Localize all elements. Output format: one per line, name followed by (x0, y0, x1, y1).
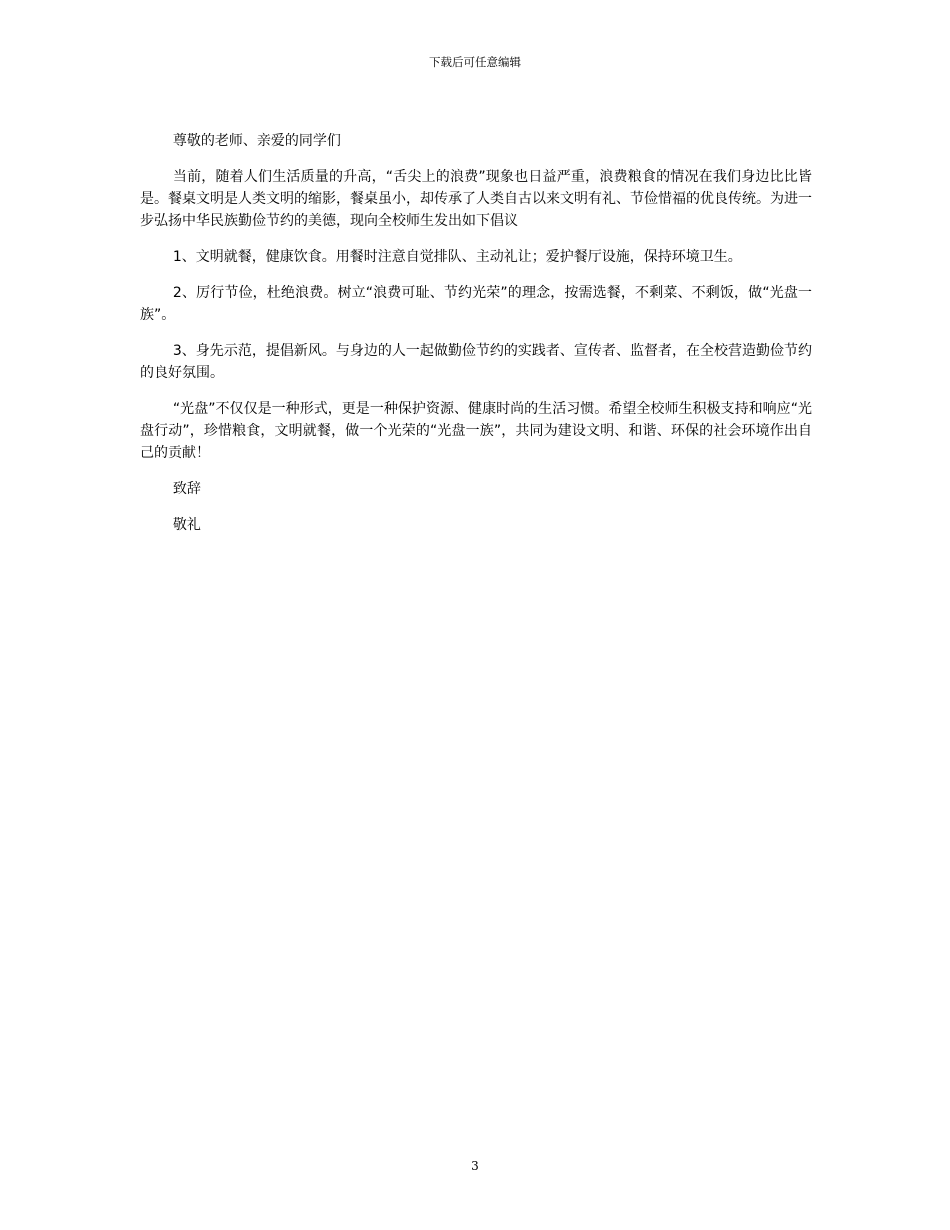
page-header: 下载后可任意编辑 (429, 55, 521, 69)
salutation: 尊敬的老师、亲爱的同学们 (172, 133, 341, 149)
sign-off: 致辞 (172, 481, 201, 497)
proposal-item-1: 1、文明就餐，健康饮食。用餐时注意自觉排队、主动礼让；爱护餐厅设施，保持环境卫生。 (172, 249, 742, 265)
proposal-item-3: 3、身先示范，提倡新风。与身边的人一起做勤俭节约的实践者、宣传者、监督者，在全校营造勤俭节约的良好氛围。 (140, 343, 812, 381)
proposal-item-2: 2、厉行节俭，杜绝浪费。树立“浪费可耻、节约光荣”的理念，按需选餐，不剩菜、不剩饭，做“光盘一族”。 (140, 285, 812, 323)
closing-paragraph: “光盘”不仅仅是一种形式，更是一种保护资源、健康时尚的生活习惯。希望全校师生积极支持和响应“光盘行动”，珍惜粮食，文明就餐，做一个光荣的“光盘一族”，共同为建设文明、和谐、环保的社会环境作出自己的贡献！ (140, 401, 812, 461)
document-body (140, 130, 812, 550)
page-number: 3 (471, 1159, 479, 1173)
regards: 敬礼 (172, 517, 201, 533)
intro-paragraph: 当前，随着人们生活质量的升高，“舌尖上的浪费”现象也日益严重，浪费粮食的情况在我们身边比比皆是。餐桌文明是人类文明的缩影，餐桌虽小，却传承了人类自古以来文明有礼、节俭惜福的优良传统。为进一步弘扬中华民族勤俭节约的美德，现向全校师生发出如下倡议 (140, 169, 812, 229)
